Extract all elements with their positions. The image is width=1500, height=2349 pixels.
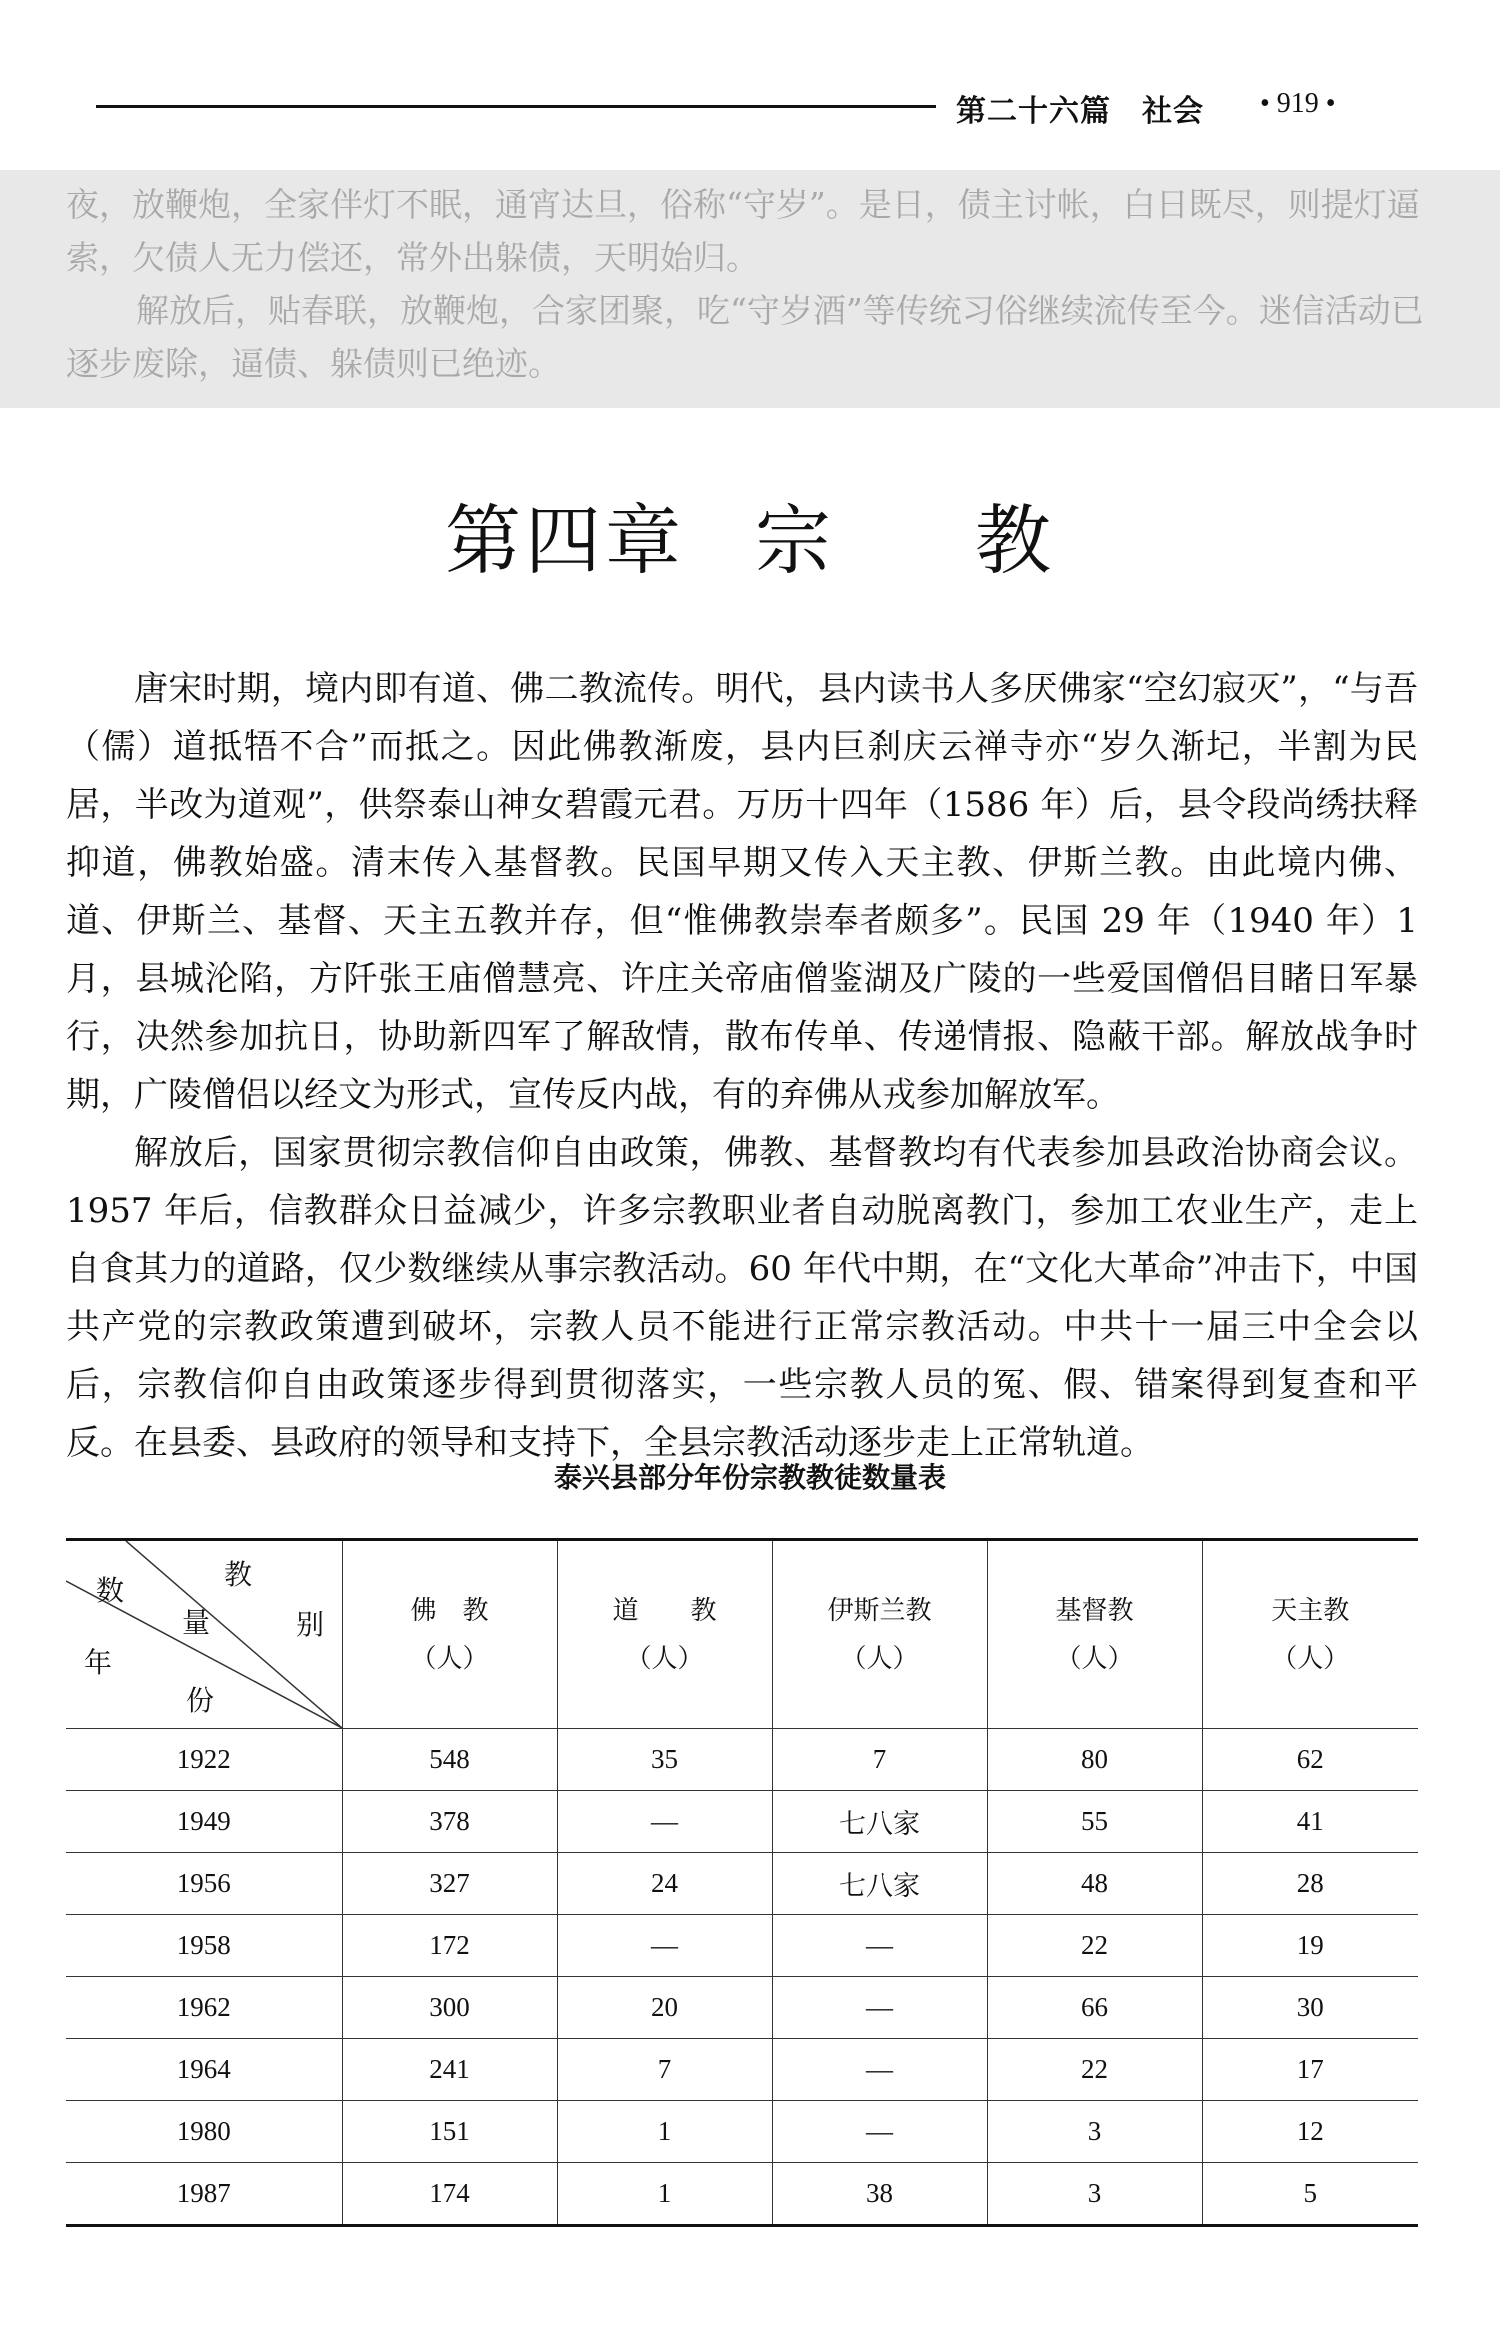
- table-cell: 548: [342, 1729, 557, 1791]
- column-name: 天主教: [1271, 1595, 1350, 1626]
- table-cell: 28: [1202, 1853, 1418, 1915]
- table-cell: 22: [987, 1915, 1202, 1977]
- chapter-title: [0, 480, 1500, 589]
- table-cell: 20: [557, 1977, 772, 2039]
- corner-label: 教: [224, 1558, 253, 1591]
- column-header: [557, 1540, 772, 1729]
- corner-header-cell: [66, 1540, 342, 1729]
- column-unit: （人）: [1271, 1643, 1350, 1674]
- table-cell: 174: [342, 2163, 557, 2226]
- table-cell: 378: [342, 1791, 557, 1853]
- year-cell: 1964: [66, 2039, 342, 2101]
- table-cell: —: [772, 2039, 987, 2101]
- table-cell: 7: [772, 1729, 987, 1791]
- table-row: [66, 1791, 1418, 1853]
- table-cell: 41: [1202, 1791, 1418, 1853]
- table-row: [66, 2163, 1418, 2226]
- year-cell: 1980: [66, 2101, 342, 2163]
- column-header: [987, 1540, 1202, 1729]
- table-cell: 3: [987, 2101, 1202, 2163]
- column-header: [772, 1540, 987, 1729]
- table-cell: 1: [557, 2101, 772, 2163]
- column-unit: （人）: [625, 1643, 704, 1674]
- table-cell: 1: [557, 2163, 772, 2226]
- table-cell: 241: [342, 2039, 557, 2101]
- corner-label: 量: [182, 1606, 211, 1639]
- year-cell: 1962: [66, 1977, 342, 2039]
- table-cell: 17: [1202, 2039, 1418, 2101]
- table-cell: —: [557, 1791, 772, 1853]
- column-unit: （人）: [410, 1643, 489, 1674]
- table-cell: 7: [557, 2039, 772, 2101]
- corner-label: 年: [84, 1646, 113, 1679]
- header-rule: [96, 105, 936, 108]
- table-cell: 七八家: [772, 1853, 987, 1915]
- table-cell: 80: [987, 1729, 1202, 1791]
- table-cell: 24: [557, 1853, 772, 1915]
- table-header-row: [66, 1540, 1418, 1729]
- table-cell: 3: [987, 2163, 1202, 2226]
- body-paragraph: 解放后，国家贯彻宗教信仰自由政策，佛教、基督教均有代表参加县政治协商会议。1957 年后，信教群众日益减少，许多宗教职业者自动脱离教门，参加工农业生产，走上自食其力的道路，仅少数继续从事宗教活动。60 年代中期，在“文化大革命”冲击下，中国共产党的宗教政策遭到破坏，宗教人员不能进行正常宗教活动。中共十一届三中全会以后，宗教信仰自由政策逐步得到贯彻落实，一些宗教人员的冤、假、错案得到复查和平反。在县委、县政府的领导和支持下，全县宗教活动逐步走上正常轨道。: [66, 1133, 1418, 1463]
- table-cell: —: [772, 1915, 987, 1977]
- table-row: [66, 1977, 1418, 2039]
- year-cell: 1922: [66, 1729, 342, 1791]
- year-cell: 1949: [66, 1791, 342, 1853]
- column-unit: （人）: [1055, 1643, 1134, 1674]
- table-cell: —: [772, 2101, 987, 2163]
- table-cell: 七八家: [772, 1791, 987, 1853]
- table-cell: —: [557, 1915, 772, 1977]
- table-cell: 172: [342, 1915, 557, 1977]
- body-paragraph: 唐宋时期，境内即有道、佛二教流传。明代，县内读书人多厌佛家“空幻寂灭”，“与吾（儒）道抵牾不合”而抵之。因此佛教渐废，县内巨刹庆云禅寺亦“岁久渐圮，半割为民居，半改为道观”，供祭泰山神女碧霞元君。万历十四年（1586 年）后，县令段尚绣扶释抑道，佛教始盛。清末传入基督教。民国早期又传入天主教、伊斯兰教。由此境内佛、道、伊斯兰、基督、天主五教并存，但“惟佛教崇奉者颇多”。民国 29 年（1940 年）1 月，县城沦陷，方阡张王庙僧慧亮、许庄关帝庙僧鉴湖及广陵的一些爱国僧侣目睹日军暴行，决然参加抗日，协助新四军了解敌情，散布传单、传递情报、隐蔽干部。解放战争时期，广陵僧侣以经文为形式，宣传反内战，有的弃佛从戎参加解放军。: [66, 669, 1418, 1115]
- chapter-title-char: 教: [975, 496, 1055, 585]
- previous-paragraph: 解放后，贴春联，放鞭炮，合家团聚，吃“守岁酒”等传统习俗继续流传至今。迷信活动已逐步废除，逼债、躲债则已绝迹。: [66, 291, 1424, 383]
- table-cell: 327: [342, 1853, 557, 1915]
- column-name: 道 教: [612, 1595, 717, 1626]
- column-name: 基督教: [1055, 1595, 1134, 1626]
- table-cell: 66: [987, 1977, 1202, 2039]
- chapter-number: 第四章: [445, 496, 685, 585]
- table-row: [66, 1915, 1418, 1977]
- chapter-title-char: 宗: [755, 496, 835, 585]
- table-cell: 300: [342, 1977, 557, 2039]
- column-name: 佛 教: [410, 1595, 489, 1626]
- corner-label: 数: [96, 1574, 125, 1607]
- table-row: [66, 1853, 1418, 1915]
- column-header: [1202, 1540, 1418, 1729]
- year-cell: 1987: [66, 2163, 342, 2226]
- table-cell: 30: [1202, 1977, 1418, 2039]
- year-cell: 1956: [66, 1853, 342, 1915]
- column-header: [342, 1540, 557, 1729]
- table-cell: 5: [1202, 2163, 1418, 2226]
- table-cell: 38: [772, 2163, 987, 2226]
- table-cell: 22: [987, 2039, 1202, 2101]
- table-cell: 151: [342, 2101, 557, 2163]
- column-unit: （人）: [840, 1643, 919, 1674]
- running-header-title: 第二十六篇 社会: [956, 94, 1204, 129]
- table-cell: 62: [1202, 1729, 1418, 1791]
- religion-statistics-table: [66, 1538, 1418, 2227]
- corner-label: 份: [186, 1684, 215, 1717]
- corner-label: 别: [296, 1608, 325, 1641]
- table-row: [66, 2039, 1418, 2101]
- table-cell: —: [772, 1977, 987, 2039]
- table-row: [66, 2101, 1418, 2163]
- table-cell: 35: [557, 1729, 772, 1791]
- page-number: • 919 •: [1260, 88, 1336, 119]
- table-cell: 12: [1202, 2101, 1418, 2163]
- table-row: [66, 1729, 1418, 1791]
- year-cell: 1958: [66, 1915, 342, 1977]
- table-caption: 泰兴县部分年份宗教教徒数量表: [553, 1461, 946, 1494]
- previous-paragraph: 夜，放鞭炮，全家伴灯不眠，通宵达旦，俗称“守岁”。是日，债主讨帐，白日既尽，则提灯逼索，欠债人无力偿还，常外出躲债，天明始归。: [66, 185, 1420, 277]
- table-cell: 19: [1202, 1915, 1418, 1977]
- body-text: [66, 660, 1418, 1472]
- table-cell: 55: [987, 1791, 1202, 1853]
- column-name: 伊斯兰教: [827, 1595, 932, 1626]
- table-cell: 48: [987, 1853, 1202, 1915]
- previous-section-band: [0, 170, 1500, 408]
